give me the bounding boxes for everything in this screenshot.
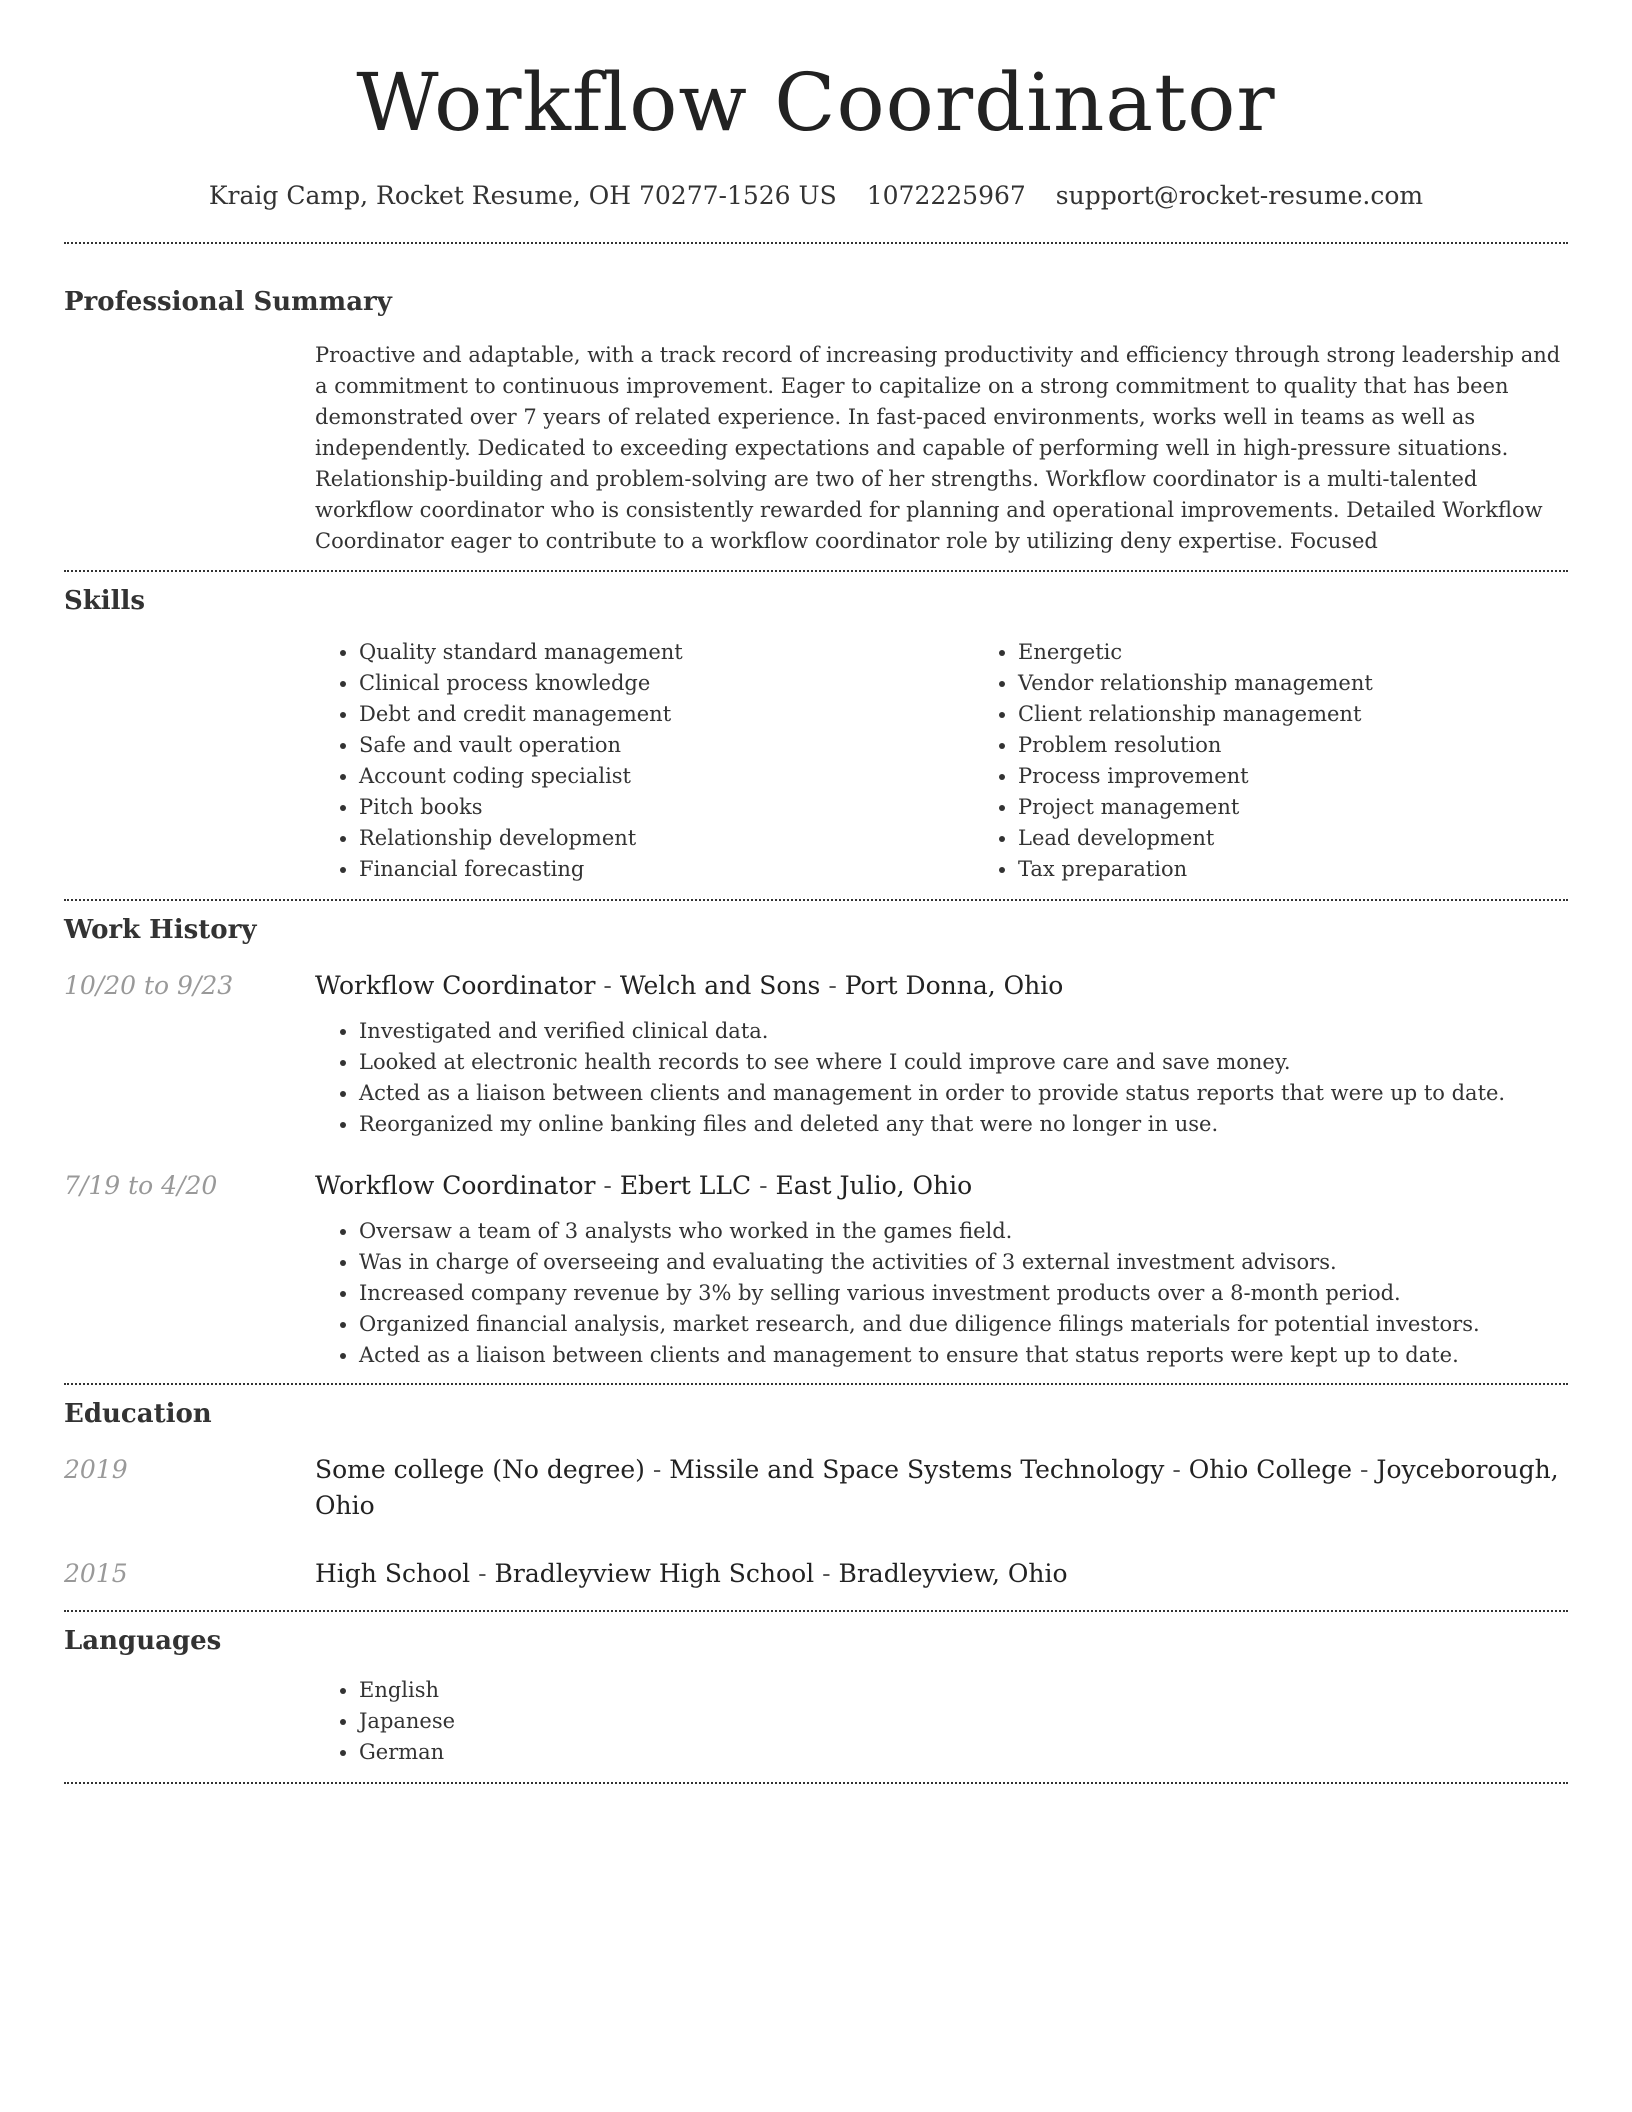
- skill-item: • Clinical process knowledge: [359, 668, 974, 699]
- job-bullet: • Was in charge of overseeing and evaluating the activities of 3 external investment advisors.: [359, 1247, 1568, 1278]
- job-bullets: [315, 1016, 1568, 1140]
- job-location: Port Donna, Ohio: [844, 971, 1064, 1000]
- education-year: 2019: [64, 1455, 128, 1484]
- skill-item: • Account coding specialist: [359, 761, 974, 792]
- separator: -: [820, 971, 845, 1000]
- skill-item: • Process improvement: [1018, 761, 1632, 792]
- divider: [64, 242, 1568, 244]
- skills-columns: [315, 637, 1632, 885]
- education-entry: [64, 1556, 1568, 1592]
- job-bullet: • Looked at electronic health records to see where I could improve care and save money.: [359, 1047, 1568, 1078]
- phone: 1072225967: [866, 181, 1026, 210]
- job-entry: [64, 968, 1568, 1140]
- separator: -: [1164, 1455, 1189, 1484]
- divider: [64, 1610, 1568, 1612]
- summary-body: [315, 340, 1568, 557]
- contact-line: [64, 178, 1568, 214]
- separator: -: [1352, 1455, 1377, 1484]
- job-bullet: • Organized financial analysis, market research, and due diligence filings materials for potential investors.: [359, 1309, 1568, 1340]
- separator: -: [644, 1455, 670, 1484]
- job-entry: [64, 1168, 1568, 1371]
- skill-item: • Vendor relationship management: [1018, 668, 1632, 699]
- work-heading: Work History: [64, 915, 257, 945]
- education-degree: Some college (No degree): [315, 1455, 645, 1484]
- separator: -: [751, 1171, 776, 1200]
- email: support@rocket-resume.com: [1055, 181, 1424, 210]
- job-details: [315, 968, 1568, 1140]
- divider: [64, 1383, 1568, 1385]
- separator: -: [595, 1171, 620, 1200]
- job-dates: 10/20 to 9/23: [64, 971, 234, 1000]
- skills-list-left: [315, 637, 974, 885]
- job-bullet: • Acted as a liaison between clients and management in order to provide status reports that were up to date.: [359, 1078, 1568, 1109]
- job-role: Workflow Coordinator: [315, 1171, 596, 1200]
- languages-heading: Languages: [64, 1626, 222, 1656]
- education-heading: Education: [64, 1399, 212, 1429]
- skills-list-right: [974, 637, 1632, 885]
- languages-list: [315, 1675, 1568, 1768]
- education-year: 2015: [64, 1559, 128, 1588]
- job-bullets: [315, 1216, 1568, 1371]
- job-location: East Julio, Ohio: [775, 1171, 973, 1200]
- skill-item: • Relationship development: [359, 823, 974, 854]
- summary-text: Proactive and adaptable, with a track record of increasing productivity and efficiency through strong leadership and a commitment to continuous improvement. Eager to capitalize on a strong commitment to quality that has been demonstrated over 7 years of related experience. In fast-paced environments, works well in teams as well as independently. Dedicated to exceeding expectations and capable of performing well in high-pressure situations. Relationship-building and problem-solving are two of her strengths. Workflow coordinator is a multi-talented workflow coordinator who is consistently rewarded for planning and operational improvements. Detailed Workflow Coordinator eager to contribute to a workflow coordinator role by utilizing deny expertise. Focused: [315, 343, 1561, 553]
- address: Kraig Camp, Rocket Resume, OH 70277-1526 US: [208, 181, 837, 210]
- divider: [64, 899, 1568, 901]
- separator: -: [470, 1559, 495, 1588]
- summary-left-spacer: [64, 340, 315, 557]
- job-title-line: [315, 1168, 1568, 1204]
- education-school: Bradleyview High School: [494, 1559, 815, 1588]
- skill-item: • Pitch books: [359, 792, 974, 823]
- skill-item: • Lead development: [1018, 823, 1632, 854]
- job-details: [315, 1168, 1568, 1371]
- summary-heading: Professional Summary: [64, 287, 392, 317]
- language-item: • German: [359, 1737, 1568, 1768]
- education-location: Bradleyview, Ohio: [838, 1559, 1068, 1588]
- job-role: Workflow Coordinator: [315, 971, 596, 1000]
- languages-body: [315, 1675, 1568, 1768]
- education-school: Ohio College: [1188, 1455, 1353, 1484]
- skill-item: • Safe and vault operation: [359, 730, 974, 761]
- job-dates: 7/19 to 4/20: [64, 1171, 218, 1200]
- skill-item: • Debt and credit management: [359, 699, 974, 730]
- divider: [64, 570, 1568, 572]
- skill-item: • Financial forecasting: [359, 854, 974, 885]
- job-bullet: • Oversaw a team of 3 analysts who worked in the games field.: [359, 1216, 1568, 1247]
- skill-item: • Project management: [1018, 792, 1632, 823]
- job-company: Ebert LLC: [619, 1171, 752, 1200]
- separator: -: [595, 971, 620, 1000]
- education-field: Missile and Space Systems Technology: [669, 1455, 1165, 1484]
- skills-left-spacer: [64, 637, 315, 885]
- languages-row: [64, 1675, 1568, 1768]
- job-bullet: • Reorganized my online banking files and deleted any that were no longer in use.: [359, 1109, 1568, 1140]
- job-bullet: • Acted as a liaison between clients and management to ensure that status reports were kept up to date.: [359, 1340, 1568, 1371]
- education-location: Joyceborough, Ohio: [315, 1455, 1559, 1520]
- job-company: Welch and Sons: [619, 971, 821, 1000]
- education-details: [315, 1556, 1568, 1592]
- job-title-line: [315, 968, 1568, 1004]
- skill-item: • Tax preparation: [1018, 854, 1632, 885]
- languages-left-spacer: [64, 1675, 315, 1768]
- skill-item: • Client relationship management: [1018, 699, 1632, 730]
- job-bullet: • Increased company revenue by 3% by selling various investment products over a 8-month period.: [359, 1278, 1568, 1309]
- language-item: • Japanese: [359, 1706, 1568, 1737]
- candidate-name: Workflow Coordinator: [356, 56, 1276, 149]
- resume-page: [64, 0, 1568, 1784]
- education-degree: High School: [315, 1559, 471, 1588]
- language-item: • English: [359, 1675, 1568, 1706]
- job-bullet: • Investigated and verified clinical data.: [359, 1016, 1568, 1047]
- skill-item: • Problem resolution: [1018, 730, 1632, 761]
- skills-heading: Skills: [64, 586, 146, 616]
- divider: [64, 1782, 1568, 1784]
- skills-row: [64, 637, 1568, 885]
- skill-item: • Quality standard management: [359, 637, 974, 668]
- education-entry: [64, 1452, 1568, 1524]
- separator: -: [814, 1559, 839, 1588]
- education-details: [315, 1452, 1568, 1524]
- skill-item: • Energetic: [1018, 637, 1632, 668]
- summary-row: [64, 340, 1568, 557]
